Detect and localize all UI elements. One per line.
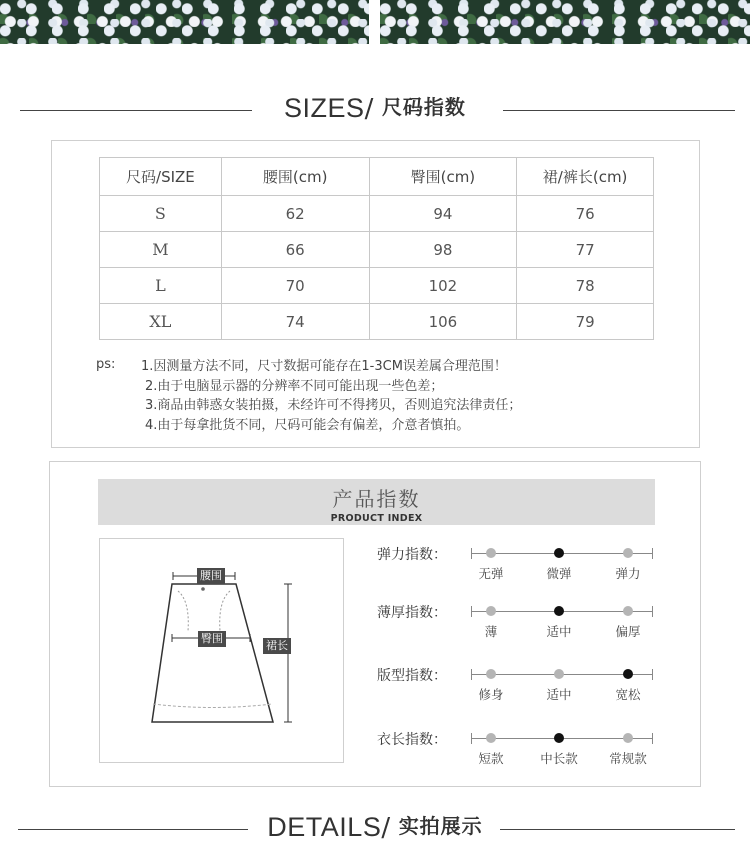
size-chart-panel [51, 140, 700, 448]
hip-tag: 臀围 [198, 631, 226, 647]
metric-label: 弹力指数： [377, 547, 447, 563]
table-row [100, 196, 654, 232]
waist-cell: 70 [221, 268, 369, 304]
table-row [100, 232, 654, 268]
scale-option: 弹力 [615, 566, 641, 581]
scale-option: 适中 [546, 624, 572, 639]
header-hip: 臀围(cm) [369, 158, 517, 196]
metric-elasticity [377, 544, 707, 584]
scale-dot [623, 733, 633, 743]
scale-dot-selected [623, 669, 633, 679]
length-tag: 裙长 [263, 638, 291, 654]
header-length: 裙/裤长(cm) [517, 158, 654, 196]
scale-option: 薄 [484, 624, 498, 639]
skirt-measurement-diagram [99, 538, 344, 763]
scale-dot [554, 669, 564, 679]
product-index-title: 产品指数 [332, 487, 421, 511]
length-cell: 79 [517, 304, 654, 340]
header-size: 尺码/SIZE [100, 158, 222, 196]
metric-length [377, 729, 707, 769]
scale-dot [623, 606, 633, 616]
size-table [99, 157, 654, 340]
size-cell: L [100, 268, 222, 304]
length-cell: 77 [517, 232, 654, 268]
metric-thickness [377, 602, 707, 642]
scale-option: 微弹 [546, 566, 572, 581]
note-item: 2.由于电脑显示器的分辨率不同可能出现一些色差； [145, 378, 444, 394]
details-heading [0, 810, 750, 850]
metric-label: 衣长指数： [377, 732, 447, 748]
hip-cell: 106 [369, 304, 517, 340]
waist-cell: 74 [221, 304, 369, 340]
hip-cell: 102 [369, 268, 517, 304]
note-item: 4.由于每拿批货不同，尺码可能会有偏差，介意者慎拍。 [145, 417, 470, 433]
scale-option: 常规款 [609, 751, 647, 766]
waist-tag: 腰围 [197, 568, 225, 584]
scale-dot [486, 548, 496, 558]
details-heading-title: DETAILS/ 实拍展示 [267, 812, 483, 843]
hip-cell: 94 [369, 196, 517, 232]
length-cell: 76 [517, 196, 654, 232]
notes-prefix: ps: [96, 357, 116, 372]
header-waist: 腰围(cm) [221, 158, 369, 196]
scale-option: 中长款 [540, 751, 578, 766]
scale-option: 适中 [546, 687, 572, 702]
sizes-heading [0, 91, 750, 131]
scale-option: 短款 [478, 751, 504, 766]
notes-list [141, 357, 521, 435]
scale-dot-selected [554, 606, 564, 616]
scale-option: 无弹 [478, 566, 504, 581]
metric-label: 版型指数： [377, 668, 447, 684]
table-row [100, 304, 654, 340]
product-index-subtitle: PRODUCT INDEX [330, 513, 423, 524]
length-cell: 78 [517, 268, 654, 304]
product-index-banner [98, 479, 655, 525]
scale-option: 偏厚 [615, 624, 641, 639]
scale-dot [623, 548, 633, 558]
sizes-heading-title: SIZES/ 尺码指数 [284, 93, 466, 124]
size-cell: XL [100, 304, 222, 340]
waist-cell: 66 [221, 232, 369, 268]
metric-label: 薄厚指数： [377, 605, 447, 621]
size-table-header [100, 158, 654, 196]
size-cell: M [100, 232, 222, 268]
waist-cell: 62 [221, 196, 369, 232]
note-item: 3.商品由韩惑女装拍摄，未经许可不得拷贝，否则追究法律责任； [145, 398, 522, 413]
product-photo-right [380, 0, 750, 44]
scale-option: 修身 [478, 687, 504, 702]
scale-dot [486, 733, 496, 743]
product-index-panel [49, 461, 701, 787]
scale-dot-selected [554, 733, 564, 743]
note-item: 1.因测量方法不同，尺寸数据可能存在1-3CM误差属合理范围！ [141, 359, 507, 374]
size-cell: S [100, 196, 222, 232]
scale-dot [486, 606, 496, 616]
scale-option: 宽松 [615, 687, 641, 702]
table-row [100, 268, 654, 304]
scale-dot-selected [554, 548, 564, 558]
scale-dot [486, 669, 496, 679]
metric-fit [377, 665, 707, 705]
hip-cell: 98 [369, 232, 517, 268]
product-photo-left [0, 0, 369, 44]
